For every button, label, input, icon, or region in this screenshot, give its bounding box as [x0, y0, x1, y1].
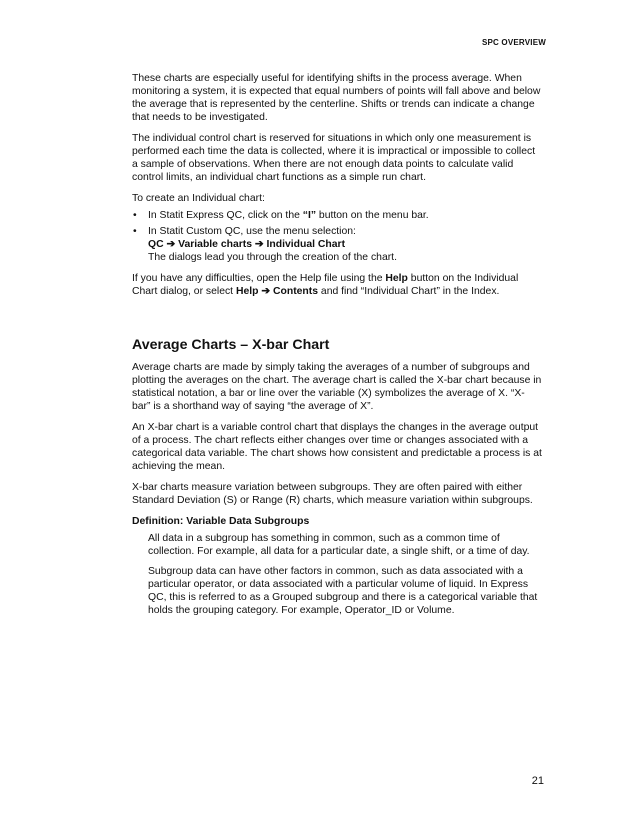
page-body — [132, 72, 542, 624]
help-paragraph: If you have any difficulties, open the Help file using the Help button on the Individual Chart dialog, or select Help ➔ Contents and find “Individual Chart” in the Index. — [132, 273, 519, 297]
section-heading: Average Charts – X-bar Chart — [132, 337, 330, 353]
instruction-custom-qc: • In Statit Custom QC, use the menu selection: QC ➔ Variable charts ➔ Individual Chart The dialogs lead you through the creation of the chart. — [132, 225, 542, 264]
definition-paragraph-1: All data in a subgroup has something in common, such as a common time of collection. For example, all data for a particular date, a single shift, or a time of day. — [148, 533, 530, 557]
arrow-right-icon: ➔ — [166, 239, 176, 250]
bullet-icon: • — [133, 226, 137, 237]
intro-paragraph-1: These charts are especially useful for identifying shifts in the process average. When monitoring a system, it is expected that equal numbers of points will fall above and below the average that is represented by the centerline. Shifts or trends can indicate a change that needs to be investigated. — [132, 73, 541, 123]
definition-heading: Definition: Variable Data Subgroups — [132, 516, 310, 527]
section-paragraph-3: X-bar charts measure variation between subgroups. They are often paired with either Standard Deviation (S) or Range (R) charts, which measure variation within subgroups. — [132, 482, 533, 506]
definition-paragraph-2: Subgroup data can have other factors in common, such as data associated with a particular operator, or data associated with a particular volume of liquid. In Express QC, this is referred to as a Grouped subgroup and there is a categorical variable that holds the grouping category. For example, Operator_ID or Volume. — [148, 566, 538, 616]
bullet-icon: • — [133, 210, 137, 221]
arrow-right-icon: ➔ — [254, 239, 264, 250]
page-number: 21 — [531, 775, 544, 787]
instruction-express-qc: • In Statit Express QC, click on the “I” button on the menu bar. — [133, 210, 429, 221]
menu-path: QC ➔ Variable charts ➔ Individual Chart — [148, 239, 346, 250]
section-paragraph-1: Average charts are made by simply taking the averages of a number of subgroups and plotting the averages on the chart. The average chart is called the X-bar chart because in statistical notation, a bar or line over the variable (X) symbolizes the average of X. “X-bar” is a shorthand way of saying “the average of X”. — [132, 362, 542, 412]
instruction-list — [132, 209, 542, 264]
section-paragraph-2: An X-bar chart is a variable control chart that displays the changes in the average output of a process. The chart reflects either changes over time or changes associated with a categorical data variable. The chart shows how consistent and predictable a process is at achieving the mean. — [132, 422, 542, 472]
intro-paragraph-3: To create an Individual chart: — [132, 193, 265, 204]
intro-paragraph-2: The individual control chart is reserved for situations in which only one measurement is performed each time the data is collected, where it is impractical or impossible to collect a sample of observations. When there are not enough data points to calculate valid control limits, an individual chart functions as a simple run chart. — [132, 133, 536, 183]
definition-body — [132, 532, 542, 617]
running-header: SPC OVERVIEW — [481, 38, 546, 47]
arrow-right-icon: ➔ — [261, 286, 271, 297]
